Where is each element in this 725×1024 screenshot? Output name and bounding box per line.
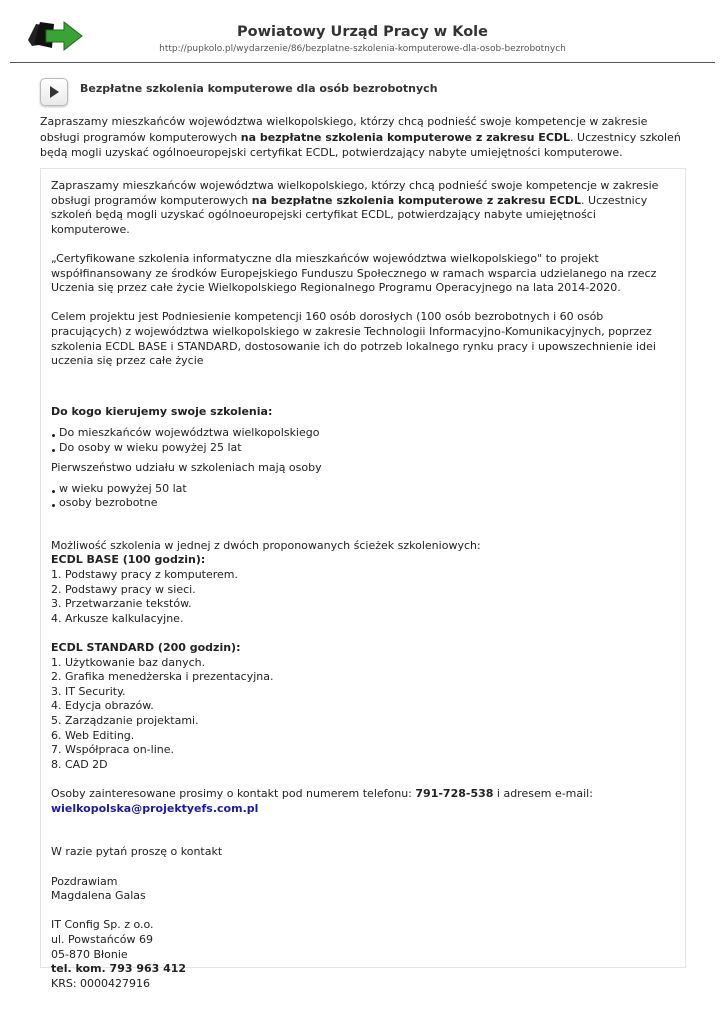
article-content-box — [40, 168, 686, 990]
intro-paragraph — [51, 179, 671, 237]
list-item: 4. Arkusze kalkulacyjne. — [51, 611, 184, 625]
intro-text-2: . Uczestnicy szkoleń będą mogli uzyskać ogólnoeuropejski certyfikat ECDL, potwierdzający nabyte umiejętności komputerowe. — [51, 193, 648, 236]
list-item: w wieku powyżej 50 lat — [51, 482, 671, 497]
article-title: Bezpłatne szkolenia komputerowe dla osób bezrobotnych — [80, 82, 438, 95]
contact-paragraph — [51, 787, 671, 816]
list-item: 1. Użytkowanie baz danych. — [51, 655, 206, 669]
list-item: 6. Web Editing. — [51, 728, 135, 742]
contact-email-link[interactable]: wielkopolska@projektyefs.com.pl — [51, 801, 259, 815]
list-item: 8. CAD 2D — [51, 757, 108, 771]
questions-text: W razie pytań proszę o kontakt — [51, 845, 223, 859]
company-phone-text: tel. kom. 793 963 412 — [51, 962, 187, 976]
list-item: 4. Edycja obrazów. — [51, 699, 154, 713]
play-arrow-icon — [48, 85, 60, 99]
list-item: 5. Zarządzanie projektami. — [51, 714, 199, 727]
lead-bold: na bezpłatne szkolenia komputerowe z zakresu ECDL — [240, 130, 571, 144]
list-item: 2. Grafika menedżerska i prezentacyjna. — [51, 670, 274, 684]
article-arrow-button[interactable] — [40, 78, 68, 106]
target-heading — [51, 405, 671, 420]
priority-list — [51, 482, 671, 511]
target-list — [51, 426, 671, 455]
lead-text-1: Zapraszamy mieszkańców województwa wielkopolskiego, którzy chcą podnieść swoje kompetencje w zakresie obsługi programów komputerowych — [40, 115, 648, 144]
list-item: 3. Przetwarzanie tekstów. — [51, 597, 192, 611]
base-heading — [51, 553, 671, 568]
list-item: 2. Podstawy pracy w sieci. — [51, 582, 196, 596]
list-item: 1. Podstawy pracy z komputerem. — [51, 568, 239, 582]
list-item: 7. Współpraca on-line. — [51, 743, 174, 757]
intro-text-1: Zapraszamy mieszkańców województwa wielkopolskiego, którzy chcą podnieść swoje kompetencje w zakresie obsługi programów komputerowych — [51, 179, 659, 207]
company-phone — [51, 962, 671, 977]
company-street: ul. Powstańców 69 — [51, 932, 154, 946]
contact-text-1: Osoby zainteresowane prosimy o kontakt pod numerem telefonu: — [51, 786, 416, 800]
contact-phone: 791-728-538 — [415, 786, 494, 800]
company-name: IT Config Sp. z o.o. — [51, 918, 154, 932]
article-content — [51, 179, 671, 991]
company-krs: KRS: 0000427916 — [51, 976, 151, 990]
page-url: http://pupkolo.pl/wydarzenie/86/bezplatne-szkolenia-komputerowe-dla-osob-bezrobotnych — [159, 44, 566, 54]
signer-name: Magdalena Galas — [51, 889, 146, 903]
standard-heading — [51, 641, 671, 656]
list-item: osoby bezrobotne — [51, 496, 671, 511]
article-lead — [40, 114, 690, 161]
priority-text: Pierwszeństwo udziału w szkoleniach mają osoby — [51, 461, 322, 475]
list-item: 3. IT Security. — [51, 684, 126, 698]
intro-bold: na bezpłatne szkolenia komputerowe z zakresu ECDL — [251, 193, 582, 207]
goal-paragraph: Celem projektu jest Podniesienie kompetencji 160 osób dorosłych (100 osób bezrobotnych i 60 osób pracujących) z województwa wielkopolskiego w zakresie Technologii Informacyjno-Komunikacyjnych, poprzez szkolenia ECDL BASE i STANDARD, dostosowanie ich do potrzeb lokalnego rynku pracy i upowszechnienie idei uczenia się przez całe życie — [51, 310, 656, 368]
paths-intro: Możliwość szkolenia w jednej z dwóch proponowanych ścieżek szkoleniowych: — [51, 538, 481, 552]
project-paragraph: „Certyfikowane szkolenia informatyczne dla mieszkańców województwa wielkopolskiego" to projekt współfinansowany ze środków Europejskiego Funduszu Społecznego w ramach wsparcia udzielanego na rzecz Uczenia się przez całe życie Wielkopolskiego Regionalnego Programu Operacyjnego na lata 2014-2020. — [51, 251, 657, 295]
lead-text-2: . Uczestnicy szkoleń będą mogli uzyskać ogólnoeuropejski certyfikat ECDL, potwierdzający nabyte umiejętności komputerowe. — [40, 130, 681, 159]
company-city: 05-870 Błonie — [51, 947, 128, 961]
contact-text-2: i adresem e-mail: — [493, 786, 593, 800]
site-header — [10, 0, 715, 63]
article-header — [40, 78, 680, 106]
list-item: Do osoby w wieku powyżej 25 lat — [51, 441, 671, 456]
greeting-text: Pozdrawiam — [51, 874, 118, 888]
site-title: Powiatowy Urząd Pracy w Kole — [237, 24, 488, 40]
target-heading-text: Do kogo kierujemy swoje szkolenia: — [51, 405, 273, 419]
base-heading-text: ECDL BASE (100 godzin): — [51, 553, 206, 567]
standard-heading-text: ECDL STANDARD (200 godzin): — [51, 641, 241, 655]
list-item: Do mieszkańców województwa wielkopolskiego — [51, 426, 671, 441]
